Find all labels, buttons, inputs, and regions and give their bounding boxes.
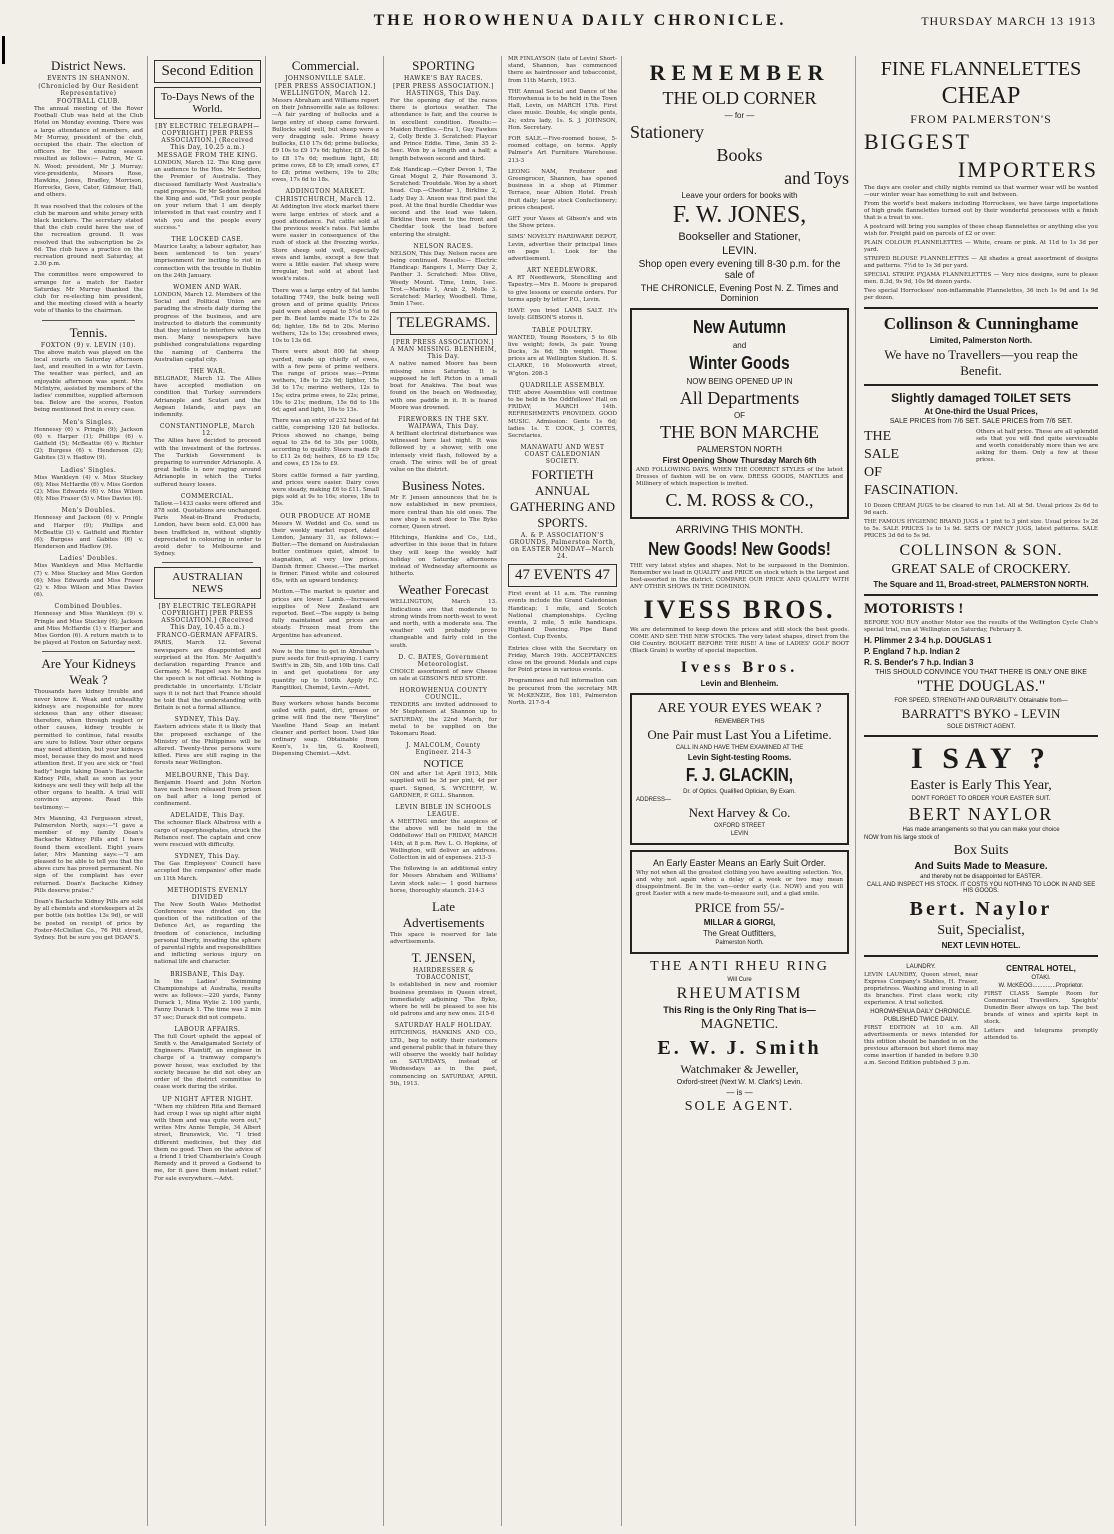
subhead: Men's Singles. xyxy=(62,418,115,426)
ad-body: PLAIN COLOUR FLANNELETTES — White, cream or pink. At 11d to 1s 3d per yard. xyxy=(864,240,1098,253)
ad-headline: New Goods! New Goods! xyxy=(648,539,831,559)
subhead: NELSON RACES. xyxy=(413,242,474,250)
article-text: WELLINGTON, March 13. Indications are that moderate to strong winds from north-west to west and north, with a moderate sea. The weather will probably prove changeable and fairly cold in the south. xyxy=(390,599,497,649)
article-text: The full Court upheld the appeal of Smith v. the Amalgamated Society of Engineers. Plaintiff, an engineer in charge of a tramway company's power house, was excluded by the society because he did not obey an order of the district committee to cease work during the strike. xyxy=(154,1033,261,1091)
masthead-title: THE HOROWHENUA DAILY CHRONICLE. xyxy=(373,12,787,29)
bottom-notices xyxy=(864,962,1098,1069)
notice-text: SIMS' NOVELTY HARDWARE DEPOT, Levin, advertise their principal lines on page 1. Look for the advertisement. xyxy=(508,234,617,263)
ad-headline: Easter is Early This Year, xyxy=(910,778,1052,793)
divider xyxy=(280,644,371,645)
ad-text: THIS SHOULD CONVINCE YOU THAT THERE IS ONLY ONE BIKE xyxy=(875,669,1087,676)
ad-text: NOW from his large stock of xyxy=(864,835,940,841)
ad-headline: We have no Travellers—you reap the Benefit. xyxy=(884,347,1078,378)
ad-body: LEVIN LAUNDRY, Queen street, near Express Company's Stables, H. Fraser, proprietress. Washing and ironing in all its branches. First class work; city experience. A trial solicited. xyxy=(864,972,978,1006)
headline: FORTIETH ANNUAL GATHERING AND SPORTS. xyxy=(509,467,616,531)
ad-headline: BARRATT'S BYKO - LEVIN xyxy=(901,706,1061,721)
headline: TELEGRAMS. xyxy=(390,312,497,335)
ad-text: And Suits Made to Measure. xyxy=(914,861,1048,872)
ad-headline: FINE FLANNELETTES xyxy=(880,58,1082,80)
headline: Second Edition xyxy=(154,60,261,83)
article-text: Hennessy (6) v. Pringle (9); Jackson (6) v. Harper (1); Phillips (6) v. Gatfield (5); McBeattie (6) v. Richter (2); Burgess (6) v. Henderson (2); Gabites (3) v. Hadlow (9). xyxy=(34,426,143,462)
ad-text: MILLAR & GIORGI, xyxy=(703,918,776,927)
ad-text: W. McKEOG..............Proprietor. xyxy=(998,983,1084,989)
masthead-date: THURSDAY MARCH 13 1913 xyxy=(921,14,1096,28)
article-text: At Addington live stock market there were large entries of stock and a good attendance. Fat cattle sold at the previous week's rates. Fat lambs were easier in consequence of the rush of stock at the freezing works. Store sheep sold well, especially ewes and lambs, except a few that were a little easier. Fat sheep were irregular, but sold at about last week's rates. xyxy=(272,204,379,283)
ad-text: NEXT LEVIN HOTEL. xyxy=(941,941,1021,950)
page-edge-bracket xyxy=(2,36,11,64)
ad-headline: Suit, Specialist, xyxy=(937,923,1025,938)
ad-headline: New Autumn xyxy=(693,317,786,337)
ad-box-easter-suit xyxy=(630,850,849,954)
ad-headline: and Toys xyxy=(784,168,849,188)
article-text: Benjamin Hoard and John Norton have each been released from prison on bail after a long period of confinement. xyxy=(154,779,261,808)
ad-headline: One Pair must Last You a Lifetime. xyxy=(647,727,832,742)
notice-text: MR FINLAYSON (late of Levin) Short-stand, Shannon, has commenced there as hairdresser and tobacconist, from 11th March, 1913. xyxy=(508,56,617,84)
ad-headline: GREAT SALE of CROCKERY. xyxy=(891,562,1071,577)
divider xyxy=(864,735,1098,737)
headline: Are Your Kidneys Weak ? xyxy=(41,656,136,688)
article-text: NELSON, This Day. Nelson races are being continued. Results:— Electric Handicap: Rangers 1, Merry Day 2, Panther 3. Scratched: Miss Olive, Weedy Mount. Time, 1min, 1sec. Trot.—Marble 1, Arab 2, Molle 3. Scratched: Marley, Woodbell. Time, 5min 17sec. xyxy=(390,250,497,308)
column-sporting xyxy=(386,56,502,1526)
ad-body: 10 Dozen CREAM JUGS to be cleared to run 1st. All at 5d. Usual prices 2s 6d to 9d each. xyxy=(864,503,1098,516)
subhead: CONSTANTINOPLE, March 12. xyxy=(159,423,256,438)
ad-text: ADDRESS— xyxy=(636,797,672,803)
ad-headline: Ivess Bros. xyxy=(680,659,799,676)
subhead: D. C. BATES, Government Meteorologist. xyxy=(398,653,489,668)
subhead: OUR PRODUCE AT HOME xyxy=(280,512,371,520)
ad-body: BEFORE YOU BUY another Motor see the results of the Wellington Cycle Club's special trial, run at Wellington on Saturday, February 8. xyxy=(864,620,1098,633)
article-text: "When my children Rita and Bernard had croup I was up night after night with them and was quite worn out," writes Mrs Annie Temple, 34 Albert street, Brunswick, Vic. "I tried different medicines, but they did them no good. Then on the advice of a friend I tried Chamberlain's Cough Remedy and it proved a Godsend to me, for it gave them instant relief." For sale everywhere.—Advt. xyxy=(154,1103,261,1182)
ad-text: CALL IN AND HAVE THEM EXAMINED AT THE xyxy=(675,745,804,751)
article-text: Hitchings, Hankins and Co., Ltd., advertise in this issue that in future they will keep the weekly half holiday on Saturday afternoons instead of Wednesday afternoons as hitherto. xyxy=(390,535,497,578)
article-text: Hennessy and Jackson (6) v. Pringle and Harper (9); Phillips and McBeattie (3) v. Gatfield and Richter (6); Burgess and Gabites (6) v. Henderson and Hadlow (9). xyxy=(34,515,143,551)
column-commercial xyxy=(268,56,384,1526)
ad-text: Leave your orders for books with xyxy=(681,191,798,200)
subhead: THE LOCKED CASE. xyxy=(171,236,244,244)
article-text: PARIS, March 12. Several newspapers are disappointed and surprised at the Hon. Mr Asquith's declaration regarding France and Germany. M. Rappel says he hopes the speech is not official. Nothing is predictable in uncertainty. L'Eclair says it is not fact that France should be told that the understanding with Britain is not a formal alliance. xyxy=(154,640,261,712)
ad-text: SOLE DISTRICT AGENT. xyxy=(946,724,1016,730)
ad-headline: PRICE from 55/- xyxy=(694,900,785,915)
ad-text: Levin and Blenheim. xyxy=(700,679,779,688)
notice-text: THE above Assemblies will continue to be held in the Oddfellows' Hall on FRIDAY, MARCH 14th. REFRESHMENTS PROVIDED. GOOD MUSIC. Admission: Gents 1s 6d; ladies 1s. T. COOK, J. CORTES, Secretaries. xyxy=(508,389,617,439)
headline: Late Advertisements xyxy=(402,899,485,931)
notice-text: THE Annual Social and Dance of the Horowhenua is to be held in the Town Hall, Levin, on MARCH 17th. First class music. Double, 4s; single gents, 2s; extra lady, 1s. S. J. JOHNSON, Hon. Secretary. xyxy=(508,88,617,131)
subhead: WOMEN AND WAR. xyxy=(173,284,242,292)
subhead: COMMERCIAL. xyxy=(180,492,235,500)
ad-text: OTAKI. xyxy=(1031,975,1051,981)
ad-headline: Winter Goods xyxy=(689,353,790,373)
notice-text: HAVE you tried LAMB SALT. It's lovely. GIBSON'S stores it. xyxy=(508,308,617,322)
divider xyxy=(42,320,135,321)
notice-text: Entries close with the Secretary on Friday, March 19th. ACCEPTANCES close on the ground. Medals and cups for Point prizes in various events. xyxy=(508,645,617,674)
column-district-news xyxy=(30,56,148,1526)
ad-body: FIRST EDITION at 10 a.m. All advertisements or news intended for this edition should be handed in on the previous afternoon but short items may come insertion if handed in before 9.30 a.m. Second Edition published 3 p.m. xyxy=(864,1025,978,1066)
ad-body: We are determined to keep down the prices and still stock the best goods. COME AND SEE THE NEW STOCKS. The very latest shapes, direct from the Old Country. BOUGHT BEFORE THE RISE! A line of LADIES' GOLF BOOT (Black Grain) is worthy of special inspection. xyxy=(630,627,849,654)
ad-text: This Ring is the Only Ring That is— xyxy=(663,1005,816,1015)
ad-headline: SALE xyxy=(864,447,899,462)
ad-headline: FASCINATION. xyxy=(864,483,959,498)
notice-text: FOR SALE.—Five-roomed house, 5-roomed cottage, on terms. Apply Palmer's Art Furniture Warehouse. 213-3 xyxy=(508,136,617,164)
ad-headline: C. M. ROSS & CO., xyxy=(665,490,814,510)
ad-headline: OF xyxy=(864,465,882,480)
divider xyxy=(864,594,1098,596)
ad-headline: MOTORISTS ! xyxy=(864,601,964,617)
subhead: SYDNEY, This Day. xyxy=(174,853,241,861)
ad-headline: THE xyxy=(864,429,892,444)
ad-text: Dr. of Optics. Qualified Optician, By Exam. xyxy=(683,789,796,795)
column-second-edition xyxy=(150,56,266,1526)
ad-text: An Early Easter Means an Early Suit Order. xyxy=(652,858,827,868)
subhead: MESSAGE FROM THE KING. xyxy=(157,152,258,159)
ad-text: Bookseller and Stationer, xyxy=(678,231,801,243)
ad-text: LEVIN xyxy=(730,831,749,837)
ad-text: Limited, Palmerston North. xyxy=(929,336,1033,345)
fascination-block xyxy=(864,427,1098,501)
ad-text: H. Plimmer 2 3-4 h.p. DOUGLAS 1 xyxy=(864,636,992,645)
ad-body: Two special Horrockses' non-inflammable Flannelettes, 36 inch 1s 9d and 1s 9d per dozen. xyxy=(864,288,1098,301)
ad-text: ARRIVING THIS MONTH. xyxy=(675,524,804,536)
headline: AUSTRALIAN NEWS xyxy=(154,567,261,599)
ad-body: AND FOLLOWING DAYS. WHEN THE CORRECT STYLES of the latest Dresses of fashion will be on view. DRESS GOODS, MANTLES and Millinery of which inspection is invited. xyxy=(636,467,843,487)
article-text: A brilliant electrical disturbance was witnessed here last night. It was followed by a shower, with one intensely vivid flash, followed by a crash. The wires will be of great value on the district. xyxy=(390,430,497,473)
headline: Commercial. xyxy=(291,58,360,73)
ad-text: DON'T FORGET TO ORDER YOUR EASTER SUIT. xyxy=(911,796,1051,802)
divider xyxy=(864,384,1098,386)
article-text: A MEETING under the auspices of the above will be held in the Oddfellows' Hall on FRIDAY, MARCH 14th, at 8 p.m. Rev. L. O. Hopkins, of Wellington, will deliver an address. Collection in aid of expenses. 213-3 xyxy=(390,819,497,862)
subhead: HOROWHENUA COUNTY COUNCIL. xyxy=(399,687,488,702)
ad-headline: F. J. GLACKIN, xyxy=(685,765,794,785)
ad-headline: IMPORTERS xyxy=(957,157,1098,182)
article-text: Mutton.—The market is quieter and prices are lower. Lamb.—Increased supplies of New Zealand are reported. Beef.—The supply is being fully maintained and prices are steady. Frozen meat from the Argentine has advanced. xyxy=(272,589,379,639)
ad-text: PALMERSTON NORTH xyxy=(697,445,782,454)
ad-text: Has made arrangements so that you can make your choice xyxy=(902,827,1060,833)
subhead: CHRISTCHURCH, March 12. xyxy=(275,196,376,204)
ad-text: CALL AND INSPECT HIS STOCK. IT COSTS YOU NOTHING TO LOOK IN AND SEE HIS GOODS. xyxy=(866,882,1096,894)
ad-text: The Square and 11, Broad-street, PALMERSTON NORTH. xyxy=(873,580,1089,589)
headline: T. JENSEN, xyxy=(411,950,476,966)
ad-body: Letters and telegrams promptly attended to. xyxy=(984,1028,1098,1041)
article-text: Tallow.—1433 casks were offered and 878 sold. Quotations are unchanged. Paris Meat-in-Brand Products, London, have been sold. £3,000 has been trafficked in, without slightly depreciated in colouring in order to avoid defer to Melbourne and Sydney. xyxy=(154,500,261,558)
ad-text: Will Cure xyxy=(727,977,752,983)
subhead: [PER PRESS ASSOCIATION.] WELLINGTON, March 12. xyxy=(275,83,376,97)
ad-headline: Watchmaker & Jeweller, xyxy=(680,1062,799,1076)
bottom-notices-left xyxy=(864,962,978,1069)
article-text: The committee were empowered to arrange for a match for Easter Saturday. Mr Murray thanked the club for re-electing him president, and the meeting closed with a hearty vote of thanks to the chairman. xyxy=(34,272,143,315)
subhead: [PER PRESS ASSOCIATION.] A MAN MISSING. BLENHEIM, This Day. xyxy=(390,339,497,361)
subhead: METHODISTS EVENLY DIVIDED xyxy=(167,886,248,901)
headline: Tennis. xyxy=(69,324,108,340)
ad-text: R. S. Bender's 7 h.p. Indian 3 xyxy=(864,658,974,667)
subhead: HAIRDRESSER & TOBACCONIST, xyxy=(413,967,474,982)
subhead: QUADRILLE ASSEMBLY. xyxy=(519,381,606,389)
ad-box-eyes xyxy=(630,693,849,845)
ad-headline: COLLINSON & SON. xyxy=(899,542,1063,559)
ad-headline: BERT NAYLOR xyxy=(908,804,1054,824)
subhead: FIREWORKS IN THE SKY. WAIPAWA, This Day. xyxy=(398,415,489,430)
notice-text: GET your Vases at Gibson's and win the Show prizes. xyxy=(508,216,617,230)
ad-body: SPECIAL STRIPE PYJAMA FLANNELETTES — Very nice designs, sure to please men. 8.3d, 9s 9d, 10s 9d dozen yards. xyxy=(864,272,1098,285)
ad-text: — is — xyxy=(726,1088,753,1097)
article-text: Doan's Backache Kidney Pills are sold by all chemists and storekeepers at 2s per bottle (six bottles 13s 9d), or will be posted on receipt of price by Foster-McClellan Co., 76 Pitt street, Sydney. But be sure you get DOAN'S. xyxy=(34,899,143,942)
article-text: Thousands have kidney trouble and never know it. Weak and unhealthy kidneys are responsible for more sickness than any other disease; therefore, when through neglect or other causes, kidney trouble is permitted to continue, fatal results are sure to follow. Your other organs may need attention, but your kidneys most, because they do most and need attention first. If you are sick or "feel badly" begin taking Doan's Backache Kidney Pills, shall as soon as your kidneys are well they will help all the other organs to health. A trial will convince anyone. Read this testimony:— xyxy=(34,689,143,811)
ad-headline: ARE YOUR EYES WEAK ? xyxy=(657,701,822,716)
ad-headline: BIGGEST xyxy=(864,129,971,154)
ad-headline: FROM PALMERSTON'S xyxy=(910,112,1052,126)
article-text: Busy workers whose hands become soiled with paint, dirt, grease or grime will find the new "Beryline" Vaseline Hand Soap an instant cleaner and perfect boon. Used like ordinary soap. Obtainable from Keen's, 1s tin, G. Koolwell, Dispensing Chemist.—Advt. xyxy=(272,701,379,758)
subhead: ADELAIDE, This Day. xyxy=(170,812,245,820)
ad-text: Levin Sight-testing Rooms. xyxy=(687,753,792,762)
article-text: The annual meeting of the Rover Football Club was held at the Club Hotel on Monday evening. There was a large attendance of members, and Mr Murray, president of the club, occupied the chair. The election of officers for the ensuing season resulted as follows:— Patron, Mr G. N. Wood; president, Mr J. Murray; vice-presidents, Messrs Rose, Hawkins, Jones, Bradley, Morrison, Horrocks, Gove, Cater, Gilmour, Hall, and others. xyxy=(34,106,143,199)
ad-body: A postcard will bring you samples of these cheap flannelettes or anything else you wish for. Freight paid on parcels of £2 or over. xyxy=(864,224,1098,237)
ad-headline: RHEUMATISM xyxy=(676,985,803,1002)
ad-column-right xyxy=(858,56,1104,1526)
article-text: Mr F. Jensen announces that he is now established in new premises, more central than his old ones. The new shop is next door to The Byko corner, Queen street. xyxy=(390,495,497,530)
subhead: SATURDAY HALF HOLIDAY. xyxy=(394,1022,493,1030)
headline: 47 EVENTS 47 xyxy=(508,564,617,587)
ad-headline: MAGNETIC. xyxy=(700,1017,779,1032)
ad-headline: REMEMBER xyxy=(649,60,830,85)
ad-text: The Great Outfitters, xyxy=(703,929,776,938)
article-text: Eastern advices state it is likely that the proposed exchange of the Ministry of the Philippines will be altered. Twenty-three persons were killed. Fires are still raging in the forests near Wellington. xyxy=(154,724,261,767)
article-text: A native named Moore has been missing since Saturday. It is supposed he left Picton in a small boat for Anakiwa. The boat was found on the beach on Wednesday, with one paddle in it. It is feared Moore was drowned. xyxy=(390,361,497,411)
ad-headline: All Departments xyxy=(679,388,800,408)
subhead: ART NEEDLEWORK. xyxy=(526,267,599,275)
divider xyxy=(864,955,1098,957)
divider xyxy=(162,562,253,563)
ad-headline: Books xyxy=(716,145,763,165)
article-text: Mrs Manning, 43 Fergusson street, Palmerston North, says:—"I gave a member of my family Doan's Backache Kidney Pills and I have found them excellent. Eight years later, Mrs Manning says:—"I am pleased to be able to tell you that the above cure has proved permanent. No sign of the complaint has ever returned. Doan's Backache Kidney Pills deserve praise." xyxy=(34,815,143,894)
article-text: The New South Wales Methodist Conference was divided on the question of the ratification of the Defence Act, as regarding the freedom of conscience, including personal liberty, invading the sphere of parental rights and responsibilities and inflicting serious injury on national life and character. xyxy=(154,901,261,966)
ad-text: LEVIN. xyxy=(722,245,757,257)
subhead: UP NIGHT AFTER NIGHT. xyxy=(161,1095,254,1103)
ad-text: Slightly damaged TOILET SETS xyxy=(891,391,1071,405)
ad-headline: IVESS BROS. xyxy=(643,595,836,624)
article-text: This space is reserved for late advertisements. xyxy=(390,932,497,946)
ad-headline: Next Harvey & Co. xyxy=(688,805,791,820)
notice-text: LEONG NAM, Fruiterer and Greengrocer, Shannon, has opened business in a shop at Plimmer Terrace, near Albion Hotel. Fresh fruit daily; large stock Confectionery; prices cheapest. xyxy=(508,168,617,211)
ad-body: FIRST CLASS Sample Room for Commercial Travellers. Speights' Dunedin Beer always on tap. The best brands of wines and spirits kept in stock. xyxy=(984,991,1098,1025)
subhead: [BY ELECTRIC TELEGRAPH COPYRIGHT] [PER PRESS ASSOCIATION.] (Received This Day, 10.45 a.m.) xyxy=(158,603,257,632)
article-text: Now is the time to get in Abraham's pure seeds for fruit-spraying. I carry Swift's in 2lb, 5lb, and 10lb tins. Call in and get quotations for any quantity up to 100lb. Apply F.C. Rangitikei, Chemist, Levin.—Advt. xyxy=(272,648,379,691)
ad-text: REMEMBER THIS xyxy=(714,719,765,725)
column-notices xyxy=(504,56,622,1526)
ad-body: THE FAMOUS HYGIENIC BRAND JUGS a 1 pint to 3 pint size. Usual prices 1s 2d to 5s. SALE PRICES 1s to 1s 9d. SETS OF FANCY JUGS, latest patterns. SALE PRICES 3d 6d to 5s 9d. xyxy=(864,519,1098,539)
headline: NOTICE xyxy=(423,758,464,771)
subhead: Men's Doubles. xyxy=(61,507,116,515)
ad-box-bon-marche xyxy=(630,308,849,519)
ad-body: Why not when all the greatest clothing you have awaiting selection. Yes, and why not again when a delay of a week or two may mean disappointment. Be in the van—order early (i.e. NOW) and you will greet Easter with a new made-to-measure suit, and a glad smile. xyxy=(636,870,843,897)
subhead: TABLE POULTRY. xyxy=(532,326,593,334)
article-text: Messrs Abraham and Williams report on their Johnsonville sale as follows:—A fair yarding of bullocks and a large entry of sheep came forward. Bullocks sold well, but sheep were a very dragging sale. Prime heavy bullocks, £10 17s 6d; prime bullocks, £9 10s to £9 17s 6d; lighter, £8 2s 6d to £8 17s 6d; medium light, £8; prime cows, £8 to £9; small cows, £7 to £8; prime wethers, 19s to 20s; ewes, 17s 6d to 18s. xyxy=(272,98,379,184)
ad-headline: "THE DOUGLAS." xyxy=(916,678,1046,695)
ad-text: Palmerston North. xyxy=(715,940,764,946)
ad-headline: CHEAP xyxy=(941,83,1021,109)
ad-headline: Bert. Naylor xyxy=(909,898,1053,920)
article-text: For the opening day of the races there is glorious weather. The attendance is fair, and the course is in excellent condition. Results:— Maiden Hurdles.—Era 1, Guy Fawkes 2, Colly Bride 3. Scratched: Playcar and Prince Eddie. Time, 3min 35 2-5sec. Won by a length and a half; a length between second and third. xyxy=(390,98,497,162)
subhead: LABOUR AFFAIRS. xyxy=(174,1025,241,1033)
subhead: THE WAR. xyxy=(189,368,226,376)
divider xyxy=(42,651,135,652)
subhead: MANAWATU AND WEST COAST CALEDONIAN SOCIETY. xyxy=(520,444,605,466)
subhead: LEVIN BIBLE IN SCHOOLS LEAGUE. xyxy=(395,804,492,819)
subhead: J. MALCOLM, County Engineer. 214-3 xyxy=(406,742,481,757)
subhead: [PER PRESS ASSOCIATION.] HASTINGS, This Day. xyxy=(393,83,494,97)
ad-headline: Stationery xyxy=(630,122,704,142)
ad-text: LAUNDRY. xyxy=(906,964,936,970)
ad-text: and thereby not be disappointed for EASTER. xyxy=(920,874,1042,880)
ad-headline: THE BON MARCHE xyxy=(659,422,819,442)
article-text: The following is an additional entry for Messrs Abraham and Williams' Levin stock sale:— 1 good harness horse, thoroughly staunch. 214-3 xyxy=(390,866,497,894)
ad-text: and xyxy=(732,341,747,350)
article-text: HITCHINGS, HANKINS AND CO., LTD., beg to notify their customers and general public that in future they will observe the weekly half holiday on SATURDAYS, instead of Wednesdays as in the past, commencing on SATURDAY, APRIL 5th, 1913. xyxy=(390,1030,497,1087)
article-text: The schooner Black Albatross with a cargo of superphosphates, struck the Reliance reef. The captain and crew were rescued with difficulty. xyxy=(154,820,261,849)
subhead: FOOTBALL CLUB. xyxy=(56,98,121,105)
ad-headline: Box Suits xyxy=(953,843,1009,858)
subhead: JOHNSONVILLE SALE. xyxy=(285,75,366,82)
subhead: HAWKE'S BAY RACES. xyxy=(403,75,483,82)
subhead: FOXTON (9) v. LEVIN (10). xyxy=(40,341,137,349)
article-text: There was a large entry of fat lambs totalling 7749, the bulk being well grown and of prime quality. Prices paid were about equal to 5½d to 6d per lb. Best lambs made 17s to 22s 6d; lighter, 18s 6d to 20s. Merino wethers, 12s to 15s; crossbred ewes, 10s to 13s 6d. xyxy=(272,287,379,345)
article-text: There were about 800 fat sheep yarded, made up chiefly of ewes, with a few pens of prime wethers. The range of prices was:—Prime wethers, 18s to 22s 9d; lighter, 15s 3d to 17s; merino wethers, 12s to 15s; extra prime ewes, to 22s; prime, 19s to 21s; medium, 15s 6d to 18s 6d; aged and light, 10s to 13s. xyxy=(272,349,379,413)
divider xyxy=(280,696,371,697)
fascination-title xyxy=(864,427,972,501)
article-text: The Allies have decided to proceed with the investment of the fortress. The Turkish Government is preparing to surrender Adrianople. A great battle is now raging around Adrianople in which the Turks suffered heavy losses. xyxy=(154,438,261,488)
article-text: LONDON, March 12. Members of the Social and Political Union are parading the streets daily during the progress of the business, and are instructed to disturb the community that they intend to interfere with the men. Many newspapers have published congratulations regarding the naming of Canberra the Australian capital city. xyxy=(154,292,261,363)
headline: Weather Forecast xyxy=(398,582,489,598)
article-text: LONDON, March 12. The King gave an audience to the Hon. Mr Seddon, the Premier of Australia. They discussed familiarly West Australia's rapid progress. Dr Mr Seddon invited the King and said, "Tell your people on your return that I am deeply interested in that vast country and I wish you and the people every success." xyxy=(154,160,261,231)
article-text: Maurice Leahy, a labour agitator, has been sentenced to ten years' imprisonment for inciting to riot in connection with the trouble in Dublin on the 24th January. xyxy=(154,244,261,279)
ad-text: OF xyxy=(733,411,746,420)
notice-text: WANTED, Young Roosters, 5 to 6lb live weight; fowls, 3s pair. Young Ducks, 3s 6d; 5lb weight. Those prices are at Wellington Station. H. S. CLARKE, 16 Molesworth street, W'gton. 208-3 xyxy=(508,334,617,377)
ad-text: First Opening Show Thursday March 6th xyxy=(662,456,817,465)
subhead: Ladies' Doubles. xyxy=(59,555,118,563)
ad-column-left xyxy=(624,56,856,1526)
ad-headline: SOLE AGENT. xyxy=(684,1099,795,1114)
ad-headline: F. W. JONES, xyxy=(672,202,807,228)
subhead: ADDINGTON MARKET. xyxy=(285,188,366,196)
article-text: The above match was played on the local courts on Saturday afternoon last, and resulted in a win for Levin. The weather was perfect, and an enjoyable afternoon was spent. Mrs McIntyre, assisted by members of the ladies' committee, supplied afternoon tea. Below are the scores, Foxton being mentioned first in every case. xyxy=(34,349,143,414)
subhead: MELBOURNE, This Day. xyxy=(165,771,250,779)
subhead: Ladies' Singles. xyxy=(60,466,117,474)
article-text: Store cattle formed a fair yarding, and prices were easier. Dairy cows were steady, making £6 to £11. Small pigs sold at 9s to 16s; stores, 18s to 35s. xyxy=(272,472,379,508)
ad-text: OXFORD STREET xyxy=(713,823,765,829)
article-text: Esk Handicap.—Cyber Devon 1, The Great Mogul 2, Fair Rosamond 3. Scratched: Troutdale. Won by a short head. Cup.—Cheddar 1, Birkline 2, Lady Day 3. Anson was first past the post. At the final hurdle Cheddar was second and the lead was taken. Birkline then went to the front and Cheddar took the lead before entering the straight. xyxy=(390,166,497,238)
ad-text: THE CHRONICLE, Evening Post N. Z. Times and Dominion xyxy=(640,283,839,303)
ad-headline: Collinson & Cunninghame xyxy=(883,314,1079,333)
ad-text: PUBLISHED TWICE DAILY. xyxy=(883,1017,959,1023)
article-text: Hennessy and Miss Wankleyn (9) v. Pringle and Miss Stuckey (6); Jackson and Miss McHardie (1) v. Harper and Miss Gordon (6). A return match is to be played at Foxton on Saturday next. xyxy=(34,611,143,647)
article-text: CHOICE assortment of new Cheese on sale at GIBSON'S RED STORE. xyxy=(390,668,497,682)
subhead: (Chronicled by Our Resident Representative) xyxy=(38,83,139,97)
ad-body: THE very latest styles and shapes. Not to be surpassed in the Dominion. Remember we lead in QUALITY and PRICE on stock which is the largest and best-assorted in the district. COMPARE OUR PRICE AND QUALITY WITH ANY OTHER SHOWS IN THE DOMINION. xyxy=(630,563,849,590)
notice-text: Programmes and full information can be procured from the secretary MR W. McKENZIE, Box 181, Palmerston North. 217-5-4 xyxy=(508,678,617,706)
divider xyxy=(864,307,1098,309)
ad-body: From the world's best makers including Horrockses, we have large importations of high grade flannelettes turned out by their wonderful processes with a finish that is a treat to see. xyxy=(864,201,1098,221)
article-text: Is established in new and roomier business premises in Queen street, immediately adjoining The Byko, where he will be pleased to see his old patrons and any new ones. 215-6 xyxy=(390,982,497,1018)
masthead xyxy=(0,0,1114,52)
ad-text: P. England 7 h.p. Indian 2 xyxy=(864,647,960,656)
headline: District News. xyxy=(50,58,127,73)
subhead: A. & P. ASSOCIATION'S GROUNDS, Palmerston North, on EASTER MONDAY—March 24. xyxy=(509,532,616,561)
ad-text: — for — xyxy=(724,111,755,120)
subhead: [BY ELECTRIC TELEGRAPH—COPYRIGHT] [PER PRESS ASSOCIATION.] (Received This Day, 10.25 a.m.) xyxy=(155,123,260,151)
bottom-notices-right xyxy=(984,962,1098,1069)
article-text: Miss Wankleyn (4) v. Miss Stuckey (6); Miss McHardie (6) v. Miss Gordon (2); Miss Edwards (6) v. Miss Wilson (6); Miss Fraser (5) v. Miss Davies (6). xyxy=(34,474,143,503)
ad-text: FOR SPEED, STRENGTH AND DURABILITY. Obtainable from— xyxy=(894,698,1068,704)
ad-headline: E. W. J. Smith xyxy=(657,1037,822,1059)
notice-text: A RT Needlework, Stencilling and Tapestry.—Mrs E. Moore is prepared to give lessons or execute orders. For terms apply by letter P.O., Levin. xyxy=(508,275,617,303)
ad-body: STRIPED BLOUSE FLANNELETTES — All shades a great assortment of designs and patterns. 7½d to 1s 3d per yard. xyxy=(864,256,1098,269)
subhead: BRISBANE, This Day. xyxy=(170,970,245,978)
article-text: The Gas Employees' Council have accepted the companies' offer made on 11th March. xyxy=(154,861,261,882)
article-text: BELGRADE, March 12. The Allies have accepted mediation on condition that Turkey surrenders Adrianople and Scutari and the Aegean Islands, and pays an indemnity. xyxy=(154,376,261,419)
subhead: EVENTS IN SHANNON. xyxy=(47,75,130,82)
notice-text: First event at 11 a.m. The running events include the Grand Caledonian Handicap; 1 mile, and Scotch National championships. Cycling events, 2 mile, 5 mile handicaps. Highland Dancing. Pipe Band Contest. Cup Events. xyxy=(508,591,617,641)
headline: To-Days News of the World. xyxy=(154,87,261,119)
ad-text: HOROWHENUA DAILY CHRONICLE. xyxy=(870,1009,972,1015)
ad-text: CENTRAL HOTEL, xyxy=(1006,964,1076,973)
ad-text: Shop open every evening till 8-30 p.m. for the sale of xyxy=(638,259,841,281)
ad-text: Oxford-street (Next W. M. Clark's) Levin. xyxy=(676,1079,803,1086)
article-text: In the Ladies' Swimming Championships at Australia, results were as follows:—220 yards, Fanny Durack 1, Mina Wylie 2. 100 yards, Fanny Durack 1. The time was 2 min 57 sec; Durack did not compete. xyxy=(154,978,261,1021)
article-text: TENDERS are invited addressed to Mr Stephenson at Shannon up to SATURDAY, the 22nd March, for metal to be supplied on the Tokomaru Road. xyxy=(390,702,497,737)
article-text: It was resolved that the colours of the club be maroon and white jersey with black knickers. The secretary stated that the club could have the use of the recreation ground. It was resolved that the subscription be 2s 6d. The club have a practice on the recreation ground next Saturday, at 2.30 p.m. xyxy=(34,203,143,268)
ad-body: Others at half price. These are all splendid sets that you will find quite serviceable and worth considerably more than we are asking for them. Only a few at these prices. xyxy=(976,429,1098,463)
ad-body: The days are cooler and chilly nights remind us that warmer wear will be wanted—our winter wear has something to suit and between. xyxy=(864,185,1098,198)
article-text: There was an entry of 232 head of fat cattle, comprising 120 fat bullocks. Prices showed no change, being equal to 25s 6d to 30s per 100lb, according to quality. Steers made £9 to £11 2s 6d; heifers, £6 to £9 15s; and cows, £5 15s to £9. xyxy=(272,418,379,468)
article-text: ON and after 1st April 1913, Milk supplied will be 3d per pint, 4d per quart. Signed, S. WYCHEFF, W. GARDNER, P. GILL. Shannon. xyxy=(390,771,497,799)
subhead: Combined Doubles. xyxy=(54,603,123,611)
subhead: SYDNEY, This Day. xyxy=(174,716,241,724)
ad-text: At One-third the Usual Prices, xyxy=(924,407,1038,416)
ad-headline: THE ANTI RHEU RING xyxy=(650,959,829,974)
headline: Business Notes. xyxy=(401,478,486,494)
ad-text: NOW BEING OPENED UP IN xyxy=(686,377,793,386)
ad-headline: THE OLD CORNER xyxy=(662,88,817,108)
headline: SPORTING xyxy=(412,58,475,73)
ad-text: SALE PRICES from 7/6 SET. SALE PRICES from 7/6 SET. xyxy=(889,418,1073,425)
article-text: Messrs W. Weddel and Co. send us their weekly market report, dated London, January 31, as follows:— Butter.—The demand on Australasian butter continues quiet, almost to stagnation, at very low prices. Danish firmer. Cheese.—The market is firmer. Finest white and coloured 65s, with an upward tendency. xyxy=(272,520,379,585)
subhead: FRANCO-GERMAN AFFAIRS. xyxy=(156,632,259,640)
ad-headline: I SAY ? xyxy=(911,742,1051,775)
article-text: Miss Wankleyn and Miss McHardie (7) v. Miss Stuckey and Miss Gordon (6); Miss Edwards and Miss Fraser (2) v. Miss Wilson and Miss Davies (6). xyxy=(34,563,143,599)
